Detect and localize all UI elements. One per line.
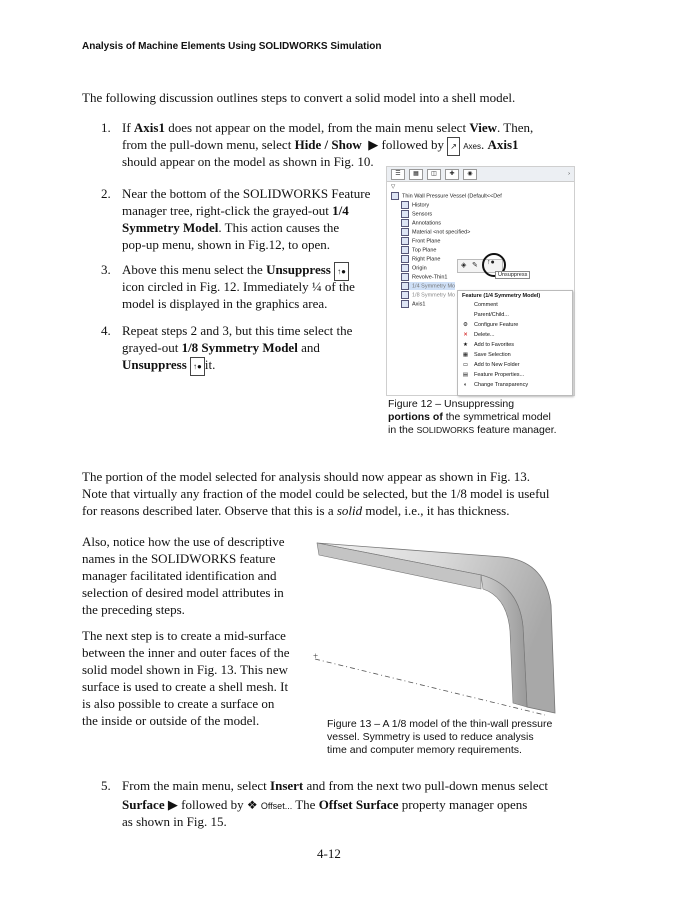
feature-tree-tab-icon: ☰ [391, 169, 405, 180]
step-3-line-3: model is displayed in the graphics area. [122, 296, 328, 311]
tree-item-right-plane[interactable]: Right Plane [401, 255, 440, 263]
step-3-line-2: icon circled in Fig. 12. Immediately ¼ of the [122, 279, 355, 294]
para3-line-4: surface is used to create a shell mesh. It [82, 679, 289, 694]
tree-item-eighth-symmetry[interactable]: 1/8 Symmetry Mo [401, 291, 455, 299]
dim-tab-icon: ✚ [445, 169, 459, 180]
para2-line-2: names in the SOLIDWORKS feature [82, 551, 276, 566]
context-menu [457, 290, 573, 396]
tree-item-quarter-symmetry[interactable]: 1/4 Symmetry Mo [401, 282, 455, 290]
tree-root[interactable]: Thin Wall Pressure Vessel (Default<<Def [391, 192, 502, 200]
running-header: Analysis of Machine Elements Using SOLIDWORKS Simulation [82, 41, 382, 52]
menu-item-change-transparency[interactable]: ◐ Change Transparency [463, 382, 529, 388]
step-5-line-2: Surface ▶ followed by ❖ Offset... The Offset Surface property manager opens [122, 797, 528, 812]
favorites-icon: ★ [463, 342, 468, 348]
step-4-line-1: Repeat steps 2 and 3, but this time select the [122, 323, 353, 338]
para2-line-4: selection of desired model attributes in [82, 585, 284, 600]
tree-item-origin[interactable]: Origin [401, 264, 427, 272]
right-triangle-icon: ▶ [167, 797, 178, 812]
feature-manager-toolbar [387, 167, 574, 182]
step-2-number: 2. [101, 186, 111, 201]
symmetry-axis-line [315, 659, 545, 715]
unsuppress-icon: ↑● [190, 357, 205, 376]
step-1-line-1: If Axis1 does not appear on the model, from the main menu select View. Then, [122, 120, 534, 135]
tree-item-annotations[interactable]: Annotations [401, 219, 441, 227]
step-1-line-2: from the pull-down menu, select Hide / Show ▶ followed by ↗ Axes. Axis1 [122, 136, 519, 156]
step-1-number: 1. [101, 120, 111, 135]
tree-item-front-plane[interactable]: Front Plane [401, 237, 440, 245]
tree-item-history[interactable]: History [401, 201, 429, 209]
step-2-line-3: Symmetry Model. This action causes the [122, 220, 340, 235]
right-triangle-icon: ▶ [365, 137, 379, 152]
configure-icon: ⚙ [463, 322, 468, 328]
step-2-line-4: pop-up menu, shown in Fig.12, to open. [122, 237, 330, 252]
properties-icon: ▤ [462, 372, 469, 378]
para2-line-3: manager facilitated identification and [82, 568, 277, 583]
unsuppress-icon[interactable]: ↑● [487, 259, 495, 266]
step-3-number: 3. [101, 262, 111, 277]
filter-icon: ▽ [391, 184, 396, 190]
menu-item-add-new-folder[interactable]: ▭ Add to New Folder [462, 362, 520, 368]
folder-icon: ▭ [462, 362, 469, 368]
menu-item-parent-child[interactable]: Parent/Child... [474, 312, 509, 318]
property-tab-icon: ▦ [409, 169, 423, 180]
para3-line-6: the inside or outside of the model. [82, 713, 260, 728]
tree-item-sensors[interactable]: Sensors [401, 210, 432, 218]
step-5-line-3: as shown in Fig. 15. [122, 814, 227, 829]
figure-13-caption-line-2: vessel. Symmetry is used to reduce analysis [327, 731, 534, 743]
page-number: 4-12 [317, 846, 341, 861]
figure-12-caption-line-3: in the SOLIDWORKS feature manager. [388, 424, 557, 436]
axes-icon: ↗ [447, 137, 460, 156]
save-icon: ▦ [462, 352, 469, 358]
config-tab-icon: ◫ [427, 169, 441, 180]
para3-line-3: solid model shown in Fig. 13. This new [82, 662, 288, 677]
step-4-number: 4. [101, 323, 111, 338]
step-5-line-1: From the main menu, select Insert and from the next two pull-down menus select [122, 778, 549, 793]
step-3-line-1: Above this menu select the Unsuppress ↑● [122, 261, 349, 281]
step-4-line-2: grayed-out 1/8 Symmetry Model and [122, 340, 320, 355]
step-5-number: 5. [101, 778, 111, 793]
tree-item-revolve-thin1[interactable]: Revolve-Thin1 [401, 273, 447, 281]
para2-line-5: the preceding steps. [82, 602, 185, 617]
step-2-line-1: Near the bottom of the SOLIDWORKS Feature [122, 186, 371, 201]
sketch-icon: ✎ [472, 262, 478, 269]
offset-surface-icon: ❖ [246, 798, 258, 812]
menu-item-save-selection[interactable]: ▦ Save Selection [462, 352, 511, 358]
chevron-right-icon: › [568, 171, 570, 177]
context-menu-title: Feature (1/4 Symmetry Model) [462, 293, 541, 299]
para3-line-5: is also possible to create a surface on [82, 696, 275, 711]
para2-line-1: Also, notice how the use of descriptive [82, 534, 285, 549]
tree-item-material[interactable]: Material <not specified> [401, 228, 470, 236]
figure-13-caption-line-1: Figure 13 – A 1/8 model of the thin-wall pressure [327, 718, 553, 730]
figure-12-caption-line-2: portions of the symmetrical model [388, 411, 551, 423]
figure-13-caption-line-3: time and computer memory requirements. [327, 744, 522, 756]
para3-line-2: between the inner and outer faces of the [82, 645, 290, 660]
delete-icon: ✕ [463, 332, 468, 338]
menu-item-configure-feature[interactable]: ⚙ Configure Feature [463, 322, 519, 328]
step-1-line-3: should appear on the model as shown in Fig. 10. [122, 154, 374, 169]
menu-item-feature-properties[interactable]: ▤ Feature Properties... [462, 372, 525, 378]
para1-line-3: for reasons described later. Observe that this is a solid model, i.e., it has thickness. [82, 503, 510, 518]
para3-line-1: The next step is to create a mid-surface [82, 628, 286, 643]
para1-line-1: The portion of the model selected for analysis should now appear as shown in Fig. 13. [82, 469, 531, 484]
unsuppress-icon: ↑● [334, 262, 349, 281]
tree-item-axis1[interactable]: Axis1 [401, 300, 425, 308]
tree-item-top-plane[interactable]: Top Plane [401, 246, 436, 254]
menu-item-comment[interactable]: Comment [474, 302, 498, 308]
display-tab-icon: ◉ [463, 169, 477, 180]
para1-line-2: Note that virtually any fraction of the model could be selected, but the 1/8 model is useful [82, 486, 550, 501]
shell-model-figure [305, 535, 590, 720]
menu-item-delete[interactable]: ✕ Delete... [463, 332, 495, 338]
step-2-line-2: manager tree, right-click the grayed-out 1/4 [122, 203, 349, 218]
intro-paragraph: The following discussion outlines steps to convert a solid model into a shell model. [82, 90, 516, 105]
figure-12-caption-line-1: Figure 12 – Unsuppressing [388, 398, 515, 410]
unsuppress-tooltip: Unsuppress [495, 271, 530, 279]
menu-item-add-favorites[interactable]: ★ Add to Favorites [463, 342, 515, 348]
axis-marker-icon: + [313, 651, 319, 661]
edit-feature-icon: ◈ [461, 262, 467, 269]
transparency-icon: ◐ [463, 382, 468, 388]
step-4-line-3: Unsuppress ↑● it. [122, 356, 215, 376]
